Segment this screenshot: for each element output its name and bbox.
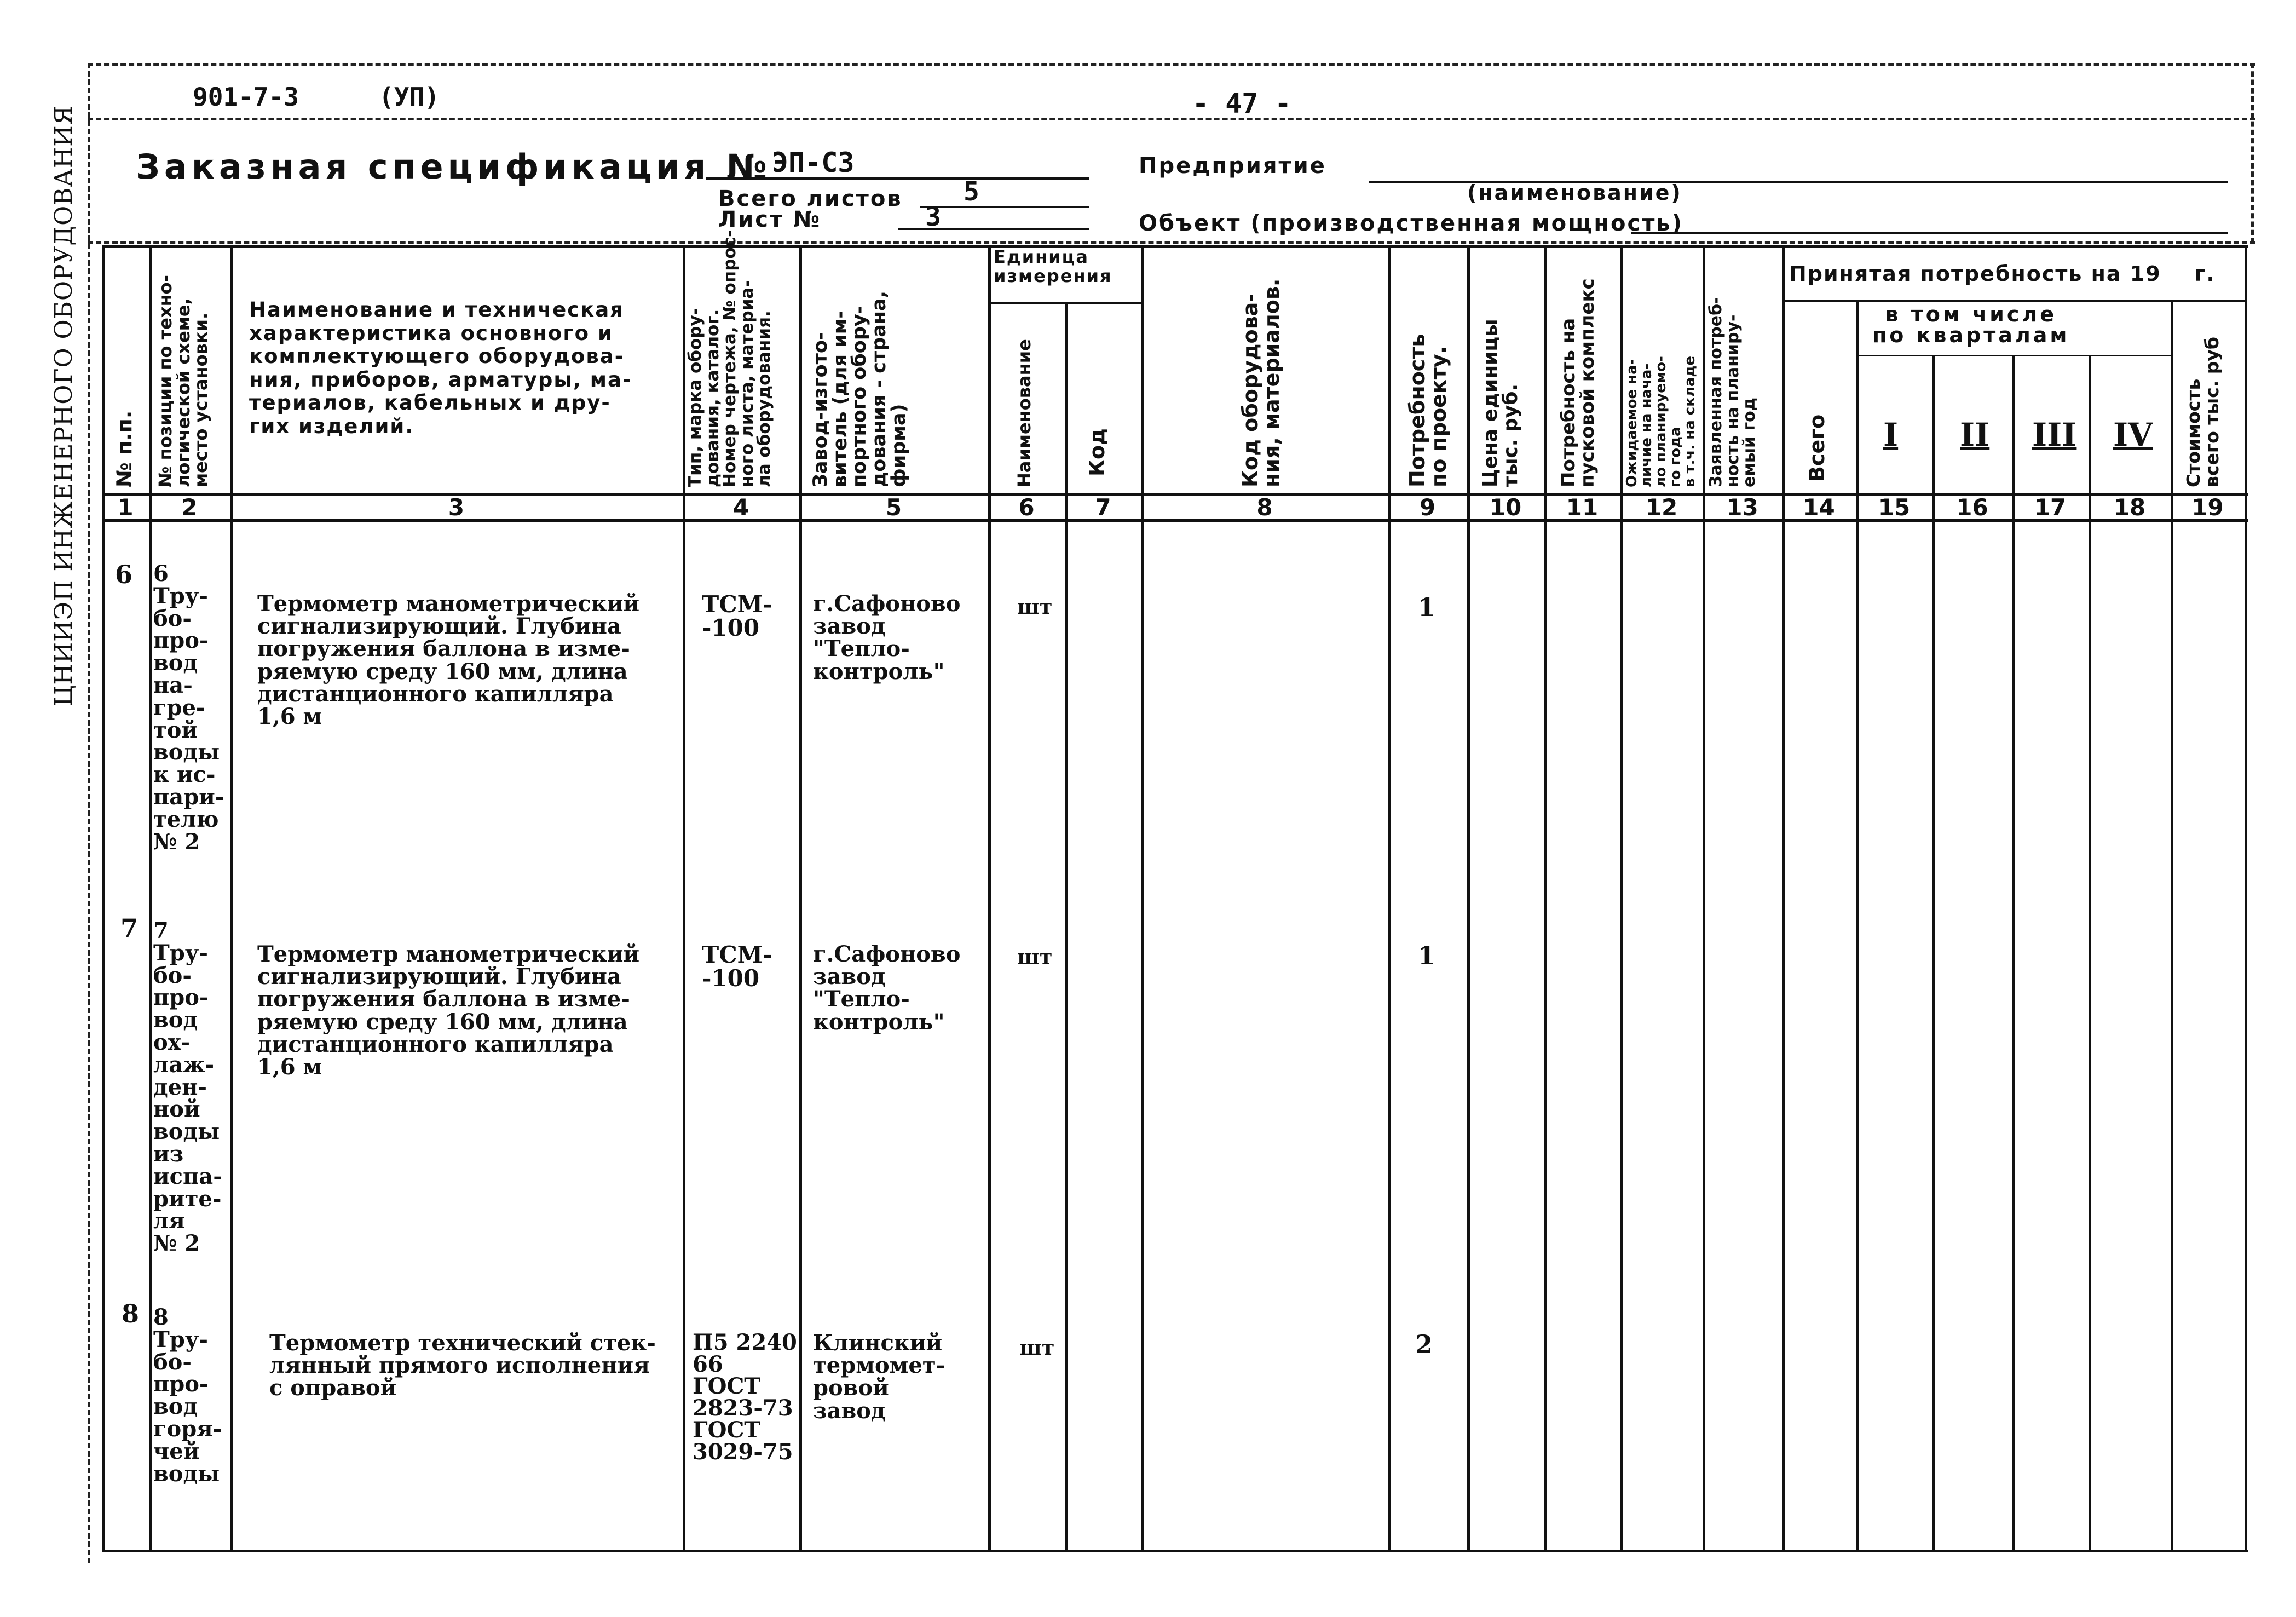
col-line-1 xyxy=(149,245,152,1551)
header-c12: Ожидаемое на- личие на нача- ло планируемо- го года в т.ч. на складе xyxy=(1624,355,1699,487)
colnum-12: 12 xyxy=(1645,494,1678,521)
header-c5: Завод-изгото- витель (для им- портного обору- дования - страна, фирма) xyxy=(810,291,910,487)
row-name: Термометр манометрический сигнализирующий. Глубина погружения баллона в изме- ряемую среду 160 мм, длина дистанционного капилляра 1,6 м xyxy=(257,941,640,1080)
header-c15: I xyxy=(1883,416,1899,453)
colnum-3: 3 xyxy=(448,494,465,521)
row-type: П5 2240 66 ГОСТ 2823-73 ГОСТ 3029-75 xyxy=(693,1330,797,1465)
accepted-group-line xyxy=(1782,300,2247,302)
enterprise-caption: (наименование) xyxy=(1467,181,1682,205)
row-qty: 1 xyxy=(1418,592,1436,622)
col-line-19 xyxy=(2245,245,2247,1551)
row-position: 7 Тру- бо- про- вод ох- лаж- ден- ной воды из испа- рите- ля № 2 xyxy=(153,918,222,1257)
row-position: 8 Тру- бо- про- вод горя- чей воды xyxy=(153,1304,222,1487)
spec-number-underline xyxy=(706,177,1089,180)
total-sheets-label: Всего листов xyxy=(718,186,903,211)
header-c7: Код xyxy=(1085,428,1109,476)
colnum-2: 2 xyxy=(181,494,198,521)
row-unit: шт xyxy=(1019,1335,1055,1360)
spec-title: Заказная спецификация № xyxy=(136,147,772,187)
header-c17: III xyxy=(2032,416,2077,453)
colnum-17: 17 xyxy=(2034,494,2067,521)
table-top xyxy=(102,245,2248,248)
col-line-18 xyxy=(2171,300,2173,1551)
header-c6: Наименование xyxy=(1014,339,1035,487)
row-maker: г.Сафоново завод "Тепло- контроль" xyxy=(813,591,961,684)
header-c2: № позиции по техно- логической схеме, место установки. xyxy=(155,275,212,487)
row-maker: г.Сафоново завод "Тепло- контроль" xyxy=(813,941,961,1035)
colnum-6: 6 xyxy=(1018,494,1035,521)
header-c13: Заявленная потреб- ность на планиру- емый год xyxy=(1706,297,1760,487)
col-line-15 xyxy=(1932,355,1935,1551)
header-c18: IV xyxy=(2113,416,2153,453)
colnum-8: 8 xyxy=(1256,494,1273,521)
doc-code: 901-7-3 xyxy=(193,82,299,112)
col-line-14 xyxy=(1856,300,1859,1551)
header-c6-group: Единица измерения xyxy=(994,246,1112,287)
frame-left xyxy=(88,63,90,1563)
colnum-16: 16 xyxy=(1956,494,1988,521)
col-line-11 xyxy=(1620,245,1623,1551)
sheet-value: 3 xyxy=(925,202,941,232)
col-line-13 xyxy=(1782,245,1785,1551)
row-position: 6 Тру- бо- про- вод на- гре- той воды к ис- пари- телю № 2 xyxy=(153,561,224,855)
colnum-11: 11 xyxy=(1566,494,1599,521)
col-line-7 xyxy=(1141,245,1144,1551)
colnum-1: 1 xyxy=(117,494,134,521)
col-line-8 xyxy=(1388,245,1391,1551)
row-unit: шт xyxy=(1017,594,1053,619)
enterprise-label: Предприятие xyxy=(1139,153,1326,179)
colnum-5: 5 xyxy=(885,494,902,521)
colnum-15: 15 xyxy=(1878,494,1911,521)
header-c1: № п.п. xyxy=(112,410,136,487)
colnum-19: 19 xyxy=(2191,494,2224,521)
col-line-16 xyxy=(2012,355,2015,1551)
sheet-label: Лист № xyxy=(718,207,822,232)
col-line-9 xyxy=(1467,245,1470,1551)
header-c14: Всего xyxy=(1805,414,1829,482)
colnum-9: 9 xyxy=(1419,494,1436,521)
header-c16: II xyxy=(1960,416,1990,453)
object-underline xyxy=(1631,232,2228,234)
colnum-14: 14 xyxy=(1803,494,1835,521)
sheet-underline xyxy=(898,228,1089,230)
header-accepted-group: Принятая потребность на 19 г. xyxy=(1789,262,2216,286)
frame-header-divider xyxy=(88,118,2255,120)
row-number: 7 xyxy=(120,913,139,943)
table-bottom xyxy=(102,1550,2248,1552)
colnum-4: 4 xyxy=(732,494,749,521)
total-sheets-underline xyxy=(920,206,1089,208)
header-c4: Тип, марка обору- дования, каталог. Номер чертежа, № опрос- ного листа, материа- ла оборудования. xyxy=(685,230,775,487)
title-block-divider xyxy=(88,241,2255,244)
row-qty: 1 xyxy=(1418,941,1436,970)
col-line-4 xyxy=(799,245,802,1551)
header-c9: Потребность по проекту. xyxy=(1405,333,1451,487)
row-maker: Клинский термомет- ровой завод xyxy=(813,1330,945,1424)
col-line-12 xyxy=(1703,245,1705,1551)
total-sheets-value: 5 xyxy=(964,176,979,207)
object-label: Объект (производственная мощность) xyxy=(1139,211,1683,236)
header-c8: Код оборудова- ния, материалов. xyxy=(1238,278,1284,487)
colnum-13: 13 xyxy=(1726,494,1758,521)
col-line-10 xyxy=(1544,245,1547,1551)
frame-top xyxy=(88,63,2255,66)
header-quarters-group: в том числе по кварталам xyxy=(1872,302,2070,347)
row-type: ТСМ- -100 xyxy=(702,591,772,642)
row-unit: шт xyxy=(1017,945,1053,969)
spec-number: ЭП-С3 xyxy=(772,147,855,179)
frame-right xyxy=(2251,63,2254,244)
side-label: ЦНИИЭП ИНЖЕНЕРНОГО ОБОРУДОВАНИЯ xyxy=(50,105,78,706)
row-name: Термометр технический стек- лянный прямого исполнения с оправой xyxy=(269,1330,656,1401)
header-c3: Наименование и техническая характеристика основного и комплектующего оборудова- ния, приборов, арматуры, ма- териалов, кабельных и дру- гих изделий. xyxy=(249,298,632,438)
colnum-18: 18 xyxy=(2113,494,2146,521)
colnum-7: 7 xyxy=(1095,494,1111,521)
page-number: - 47 - xyxy=(1192,88,1291,119)
header-c11: Потребность на пусковой комплекс xyxy=(1557,278,1599,487)
row-number: 8 xyxy=(122,1299,140,1328)
row-type: ТСМ- -100 xyxy=(702,941,772,992)
row-number: 6 xyxy=(115,560,133,589)
colnum-10: 10 xyxy=(1489,494,1522,521)
col-line-0 xyxy=(102,245,105,1551)
col-line-6 xyxy=(1065,302,1068,1551)
row-qty: 2 xyxy=(1415,1330,1433,1359)
row-name: Термометр манометрический сигнализирующий. Глубина погружения баллона в изме- ряемую среду 160 мм, длина дистанционного капилляра 1,6 м xyxy=(257,591,640,729)
doc-album: (УП) xyxy=(379,82,440,112)
col-line-5 xyxy=(988,245,991,1551)
col-line-17 xyxy=(2089,355,2091,1551)
header-c19: Стоимость всего тыс. руб xyxy=(2183,337,2223,487)
header-c10: Цена единицы тыс. руб. xyxy=(1479,319,1522,487)
col-line-2 xyxy=(230,245,233,1551)
